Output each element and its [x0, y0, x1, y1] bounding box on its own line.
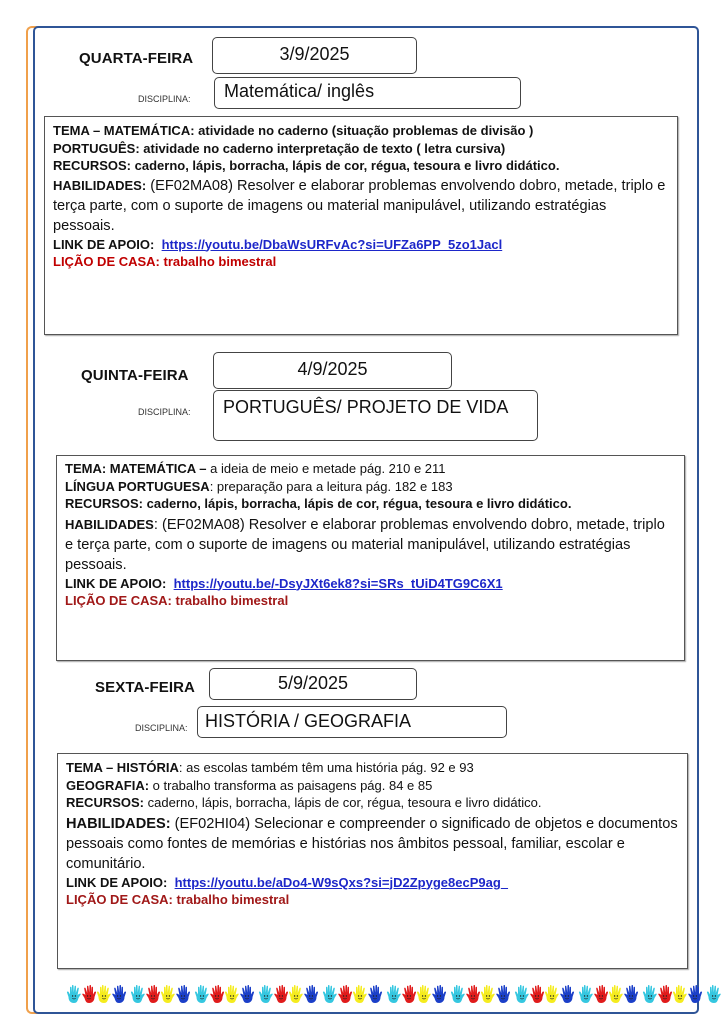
link-line — [65, 575, 676, 593]
discipline-label: DISCIPLINA: — [135, 723, 188, 733]
hand-icon — [130, 984, 146, 1004]
date-field — [213, 352, 452, 389]
discipline-value: Matemática/ inglês — [224, 81, 375, 101]
discipline-value: HISTÓRIA / GEOGRAFIA — [205, 711, 412, 731]
geografia-line — [66, 777, 679, 795]
day-label: SEXTA-FEIRA — [95, 679, 195, 696]
recursos-text: caderno, lápis, borracha, lápis de cor, régua, tesoura e livro didático. — [131, 158, 560, 173]
habilidades-text: : (EF02MA08) Resolver e elaborar problemas envolvendo dobro, metade, triplo e terça parte, com o suporte de imagens ou material manipulável, utilizando estratégias pessoais. — [65, 516, 665, 573]
hand-group — [514, 984, 574, 1004]
hand-icon — [431, 984, 447, 1004]
hand-icon — [386, 984, 402, 1004]
tema-line — [53, 122, 669, 140]
discipline-label: DISCIPLINA: — [138, 407, 191, 417]
lesson-content-box — [56, 455, 685, 661]
geografia-text: o trabalho transforma as paisagens pág. 84 e 85 — [149, 777, 433, 793]
hand-icon — [401, 984, 417, 1004]
link-line — [53, 236, 669, 254]
date-field — [212, 37, 417, 74]
day-label: QUARTA-FEIRA — [79, 50, 194, 67]
hand-icon — [544, 984, 560, 1004]
recursos-line — [65, 495, 676, 513]
hand-icon — [657, 984, 673, 1004]
link-line — [66, 874, 679, 892]
tema-line — [65, 460, 676, 478]
hand-group — [642, 984, 702, 1004]
hand-icon — [495, 984, 511, 1004]
hand-icon — [687, 984, 703, 1004]
hand-icon — [66, 984, 82, 1004]
hand-icon — [578, 984, 594, 1004]
hand-icon — [111, 984, 127, 1004]
hand-group — [322, 984, 382, 1004]
tema-label: TEMA – MATEMÁTICA: — [53, 123, 195, 138]
hand-group — [258, 984, 318, 1004]
hand-icon — [224, 984, 240, 1004]
hand-icon — [593, 984, 609, 1004]
portugues-line — [53, 140, 669, 158]
hand-icon — [706, 984, 722, 1004]
hand-icon — [480, 984, 496, 1004]
hand-group — [450, 984, 510, 1004]
habilidades-text: (EF02HI04) Selecionar e compreender o significado de objetos e documentos pessoais como fontes de memórias e histórias nos âmbitos pessoal, familiar, escolar e comunitário. — [66, 815, 678, 872]
hand-group — [66, 984, 126, 1004]
hand-icon — [239, 984, 255, 1004]
recursos-label: RECURSOS: — [66, 795, 145, 810]
homework-line: LIÇÃO DE CASA: trabalho bimestral — [65, 593, 289, 608]
tema-label: TEMA: MATEMÁTICA – — [65, 461, 207, 476]
hand-icon — [273, 984, 289, 1004]
link-label: LINK DE APOIO: — [53, 236, 155, 252]
discipline-field — [213, 390, 538, 441]
habilidades-line — [66, 814, 679, 874]
hand-icon — [367, 984, 383, 1004]
hand-icon — [145, 984, 161, 1004]
day-label: QUINTA-FEIRA — [81, 367, 189, 384]
hand-group — [386, 984, 446, 1004]
date-field — [209, 668, 417, 700]
habilidades-label: HABILIDADES: — [66, 815, 171, 832]
discipline-label: DISCIPLINA: — [138, 94, 191, 104]
hand-icon — [337, 984, 353, 1004]
portugues-label: PORTUGUÊS: — [53, 140, 140, 156]
habilidades-line — [53, 176, 669, 236]
lesson-content-box — [44, 116, 678, 335]
hand-icon — [465, 984, 481, 1004]
hand-icon — [322, 984, 338, 1004]
discipline-field — [214, 77, 521, 109]
hand-group — [130, 984, 190, 1004]
hand-icon — [672, 984, 688, 1004]
recursos-text: caderno, lápis, borracha, lápis de cor, régua, tesoura e livro didático. — [143, 496, 572, 511]
hand-icon — [608, 984, 624, 1004]
link-label: LINK DE APOIO: — [65, 575, 167, 591]
tema-text: atividade no caderno (situação problemas de divisão ) — [194, 123, 534, 138]
date-value: 5/9/2025 — [277, 673, 349, 693]
hand-group — [706, 984, 722, 1004]
homework-line: LIÇÃO DE CASA: trabalho bimestral — [66, 892, 290, 907]
habilidades-text: (EF02MA08) Resolver e elaborar problemas envolvendo dobro, metade, triplo e terça parte, com o suporte de imagens ou material manipulável, utilizando estratégias pessoais. — [53, 177, 666, 234]
hand-icon — [96, 984, 112, 1004]
hand-icon — [514, 984, 530, 1004]
hand-icon — [194, 984, 210, 1004]
support-link[interactable]: https://youtu.be/DbaWsURFvAc?si=UFZa6PP_5zo1Jacl — [161, 236, 503, 252]
hand-icon — [623, 984, 639, 1004]
habilidades-label: HABILIDADES — [65, 516, 154, 532]
hand-icon — [258, 984, 274, 1004]
tema-text: : as escolas também têm uma história pág. 92 e 93 — [178, 760, 474, 775]
recursos-line — [66, 794, 679, 812]
hand-icon — [288, 984, 304, 1004]
hand-icon — [209, 984, 225, 1004]
hand-icon — [642, 984, 658, 1004]
support-link[interactable]: https://youtu.be/aDo4-W9sQxs?si=jD2Zpyge8ecP9ag_ — [174, 874, 508, 890]
tema-label: TEMA – HISTÓRIA — [66, 760, 179, 775]
hand-icon — [450, 984, 466, 1004]
date-value: 4/9/2025 — [297, 359, 368, 379]
hand-icon — [160, 984, 176, 1004]
recursos-line — [53, 157, 669, 175]
hand-icon — [529, 984, 545, 1004]
hand-icon — [81, 984, 97, 1004]
date-value: 3/9/2025 — [279, 44, 350, 64]
hand-group — [578, 984, 638, 1004]
habilidades-label: HABILIDADES: — [53, 177, 147, 193]
tema-line — [66, 759, 679, 777]
hand-icon — [352, 984, 368, 1004]
geografia-label: GEOGRAFIA: — [66, 777, 150, 793]
portugues-text: : preparação para a leitura pág. 182 e 183 — [209, 478, 453, 494]
discipline-field — [197, 706, 507, 738]
habilidades-line — [65, 515, 676, 575]
hand-icon — [175, 984, 191, 1004]
recursos-label: RECURSOS: — [53, 158, 132, 173]
discipline-value: PORTUGUÊS/ PROJETO DE VIDA — [223, 397, 509, 417]
hand-group — [194, 984, 254, 1004]
hand-icon — [416, 984, 432, 1004]
portugues-label: LÍNGUA PORTUGUESA — [65, 478, 210, 494]
lesson-content-box — [57, 753, 688, 969]
hands-decoration-strip — [66, 983, 660, 1005]
recursos-text: caderno, lápis, borracha, lápis de cor, régua, tesoura e livro didático. — [144, 795, 542, 810]
homework-line: LIÇÃO DE CASA: trabalho bimestral — [53, 254, 277, 269]
hand-icon — [303, 984, 319, 1004]
portugues-line — [65, 478, 676, 496]
portugues-text: atividade no caderno interpretação de texto ( letra cursiva) — [139, 140, 506, 156]
hand-icon — [559, 984, 575, 1004]
support-link[interactable]: https://youtu.be/-DsyJXt6ek8?si=SRs_tUiD4TG9C6X1 — [173, 575, 503, 591]
tema-text: a ideia de meio e metade pág. 210 e 211 — [206, 461, 446, 476]
recursos-label: RECURSOS: — [65, 496, 144, 511]
link-label: LINK DE APOIO: — [66, 874, 168, 890]
